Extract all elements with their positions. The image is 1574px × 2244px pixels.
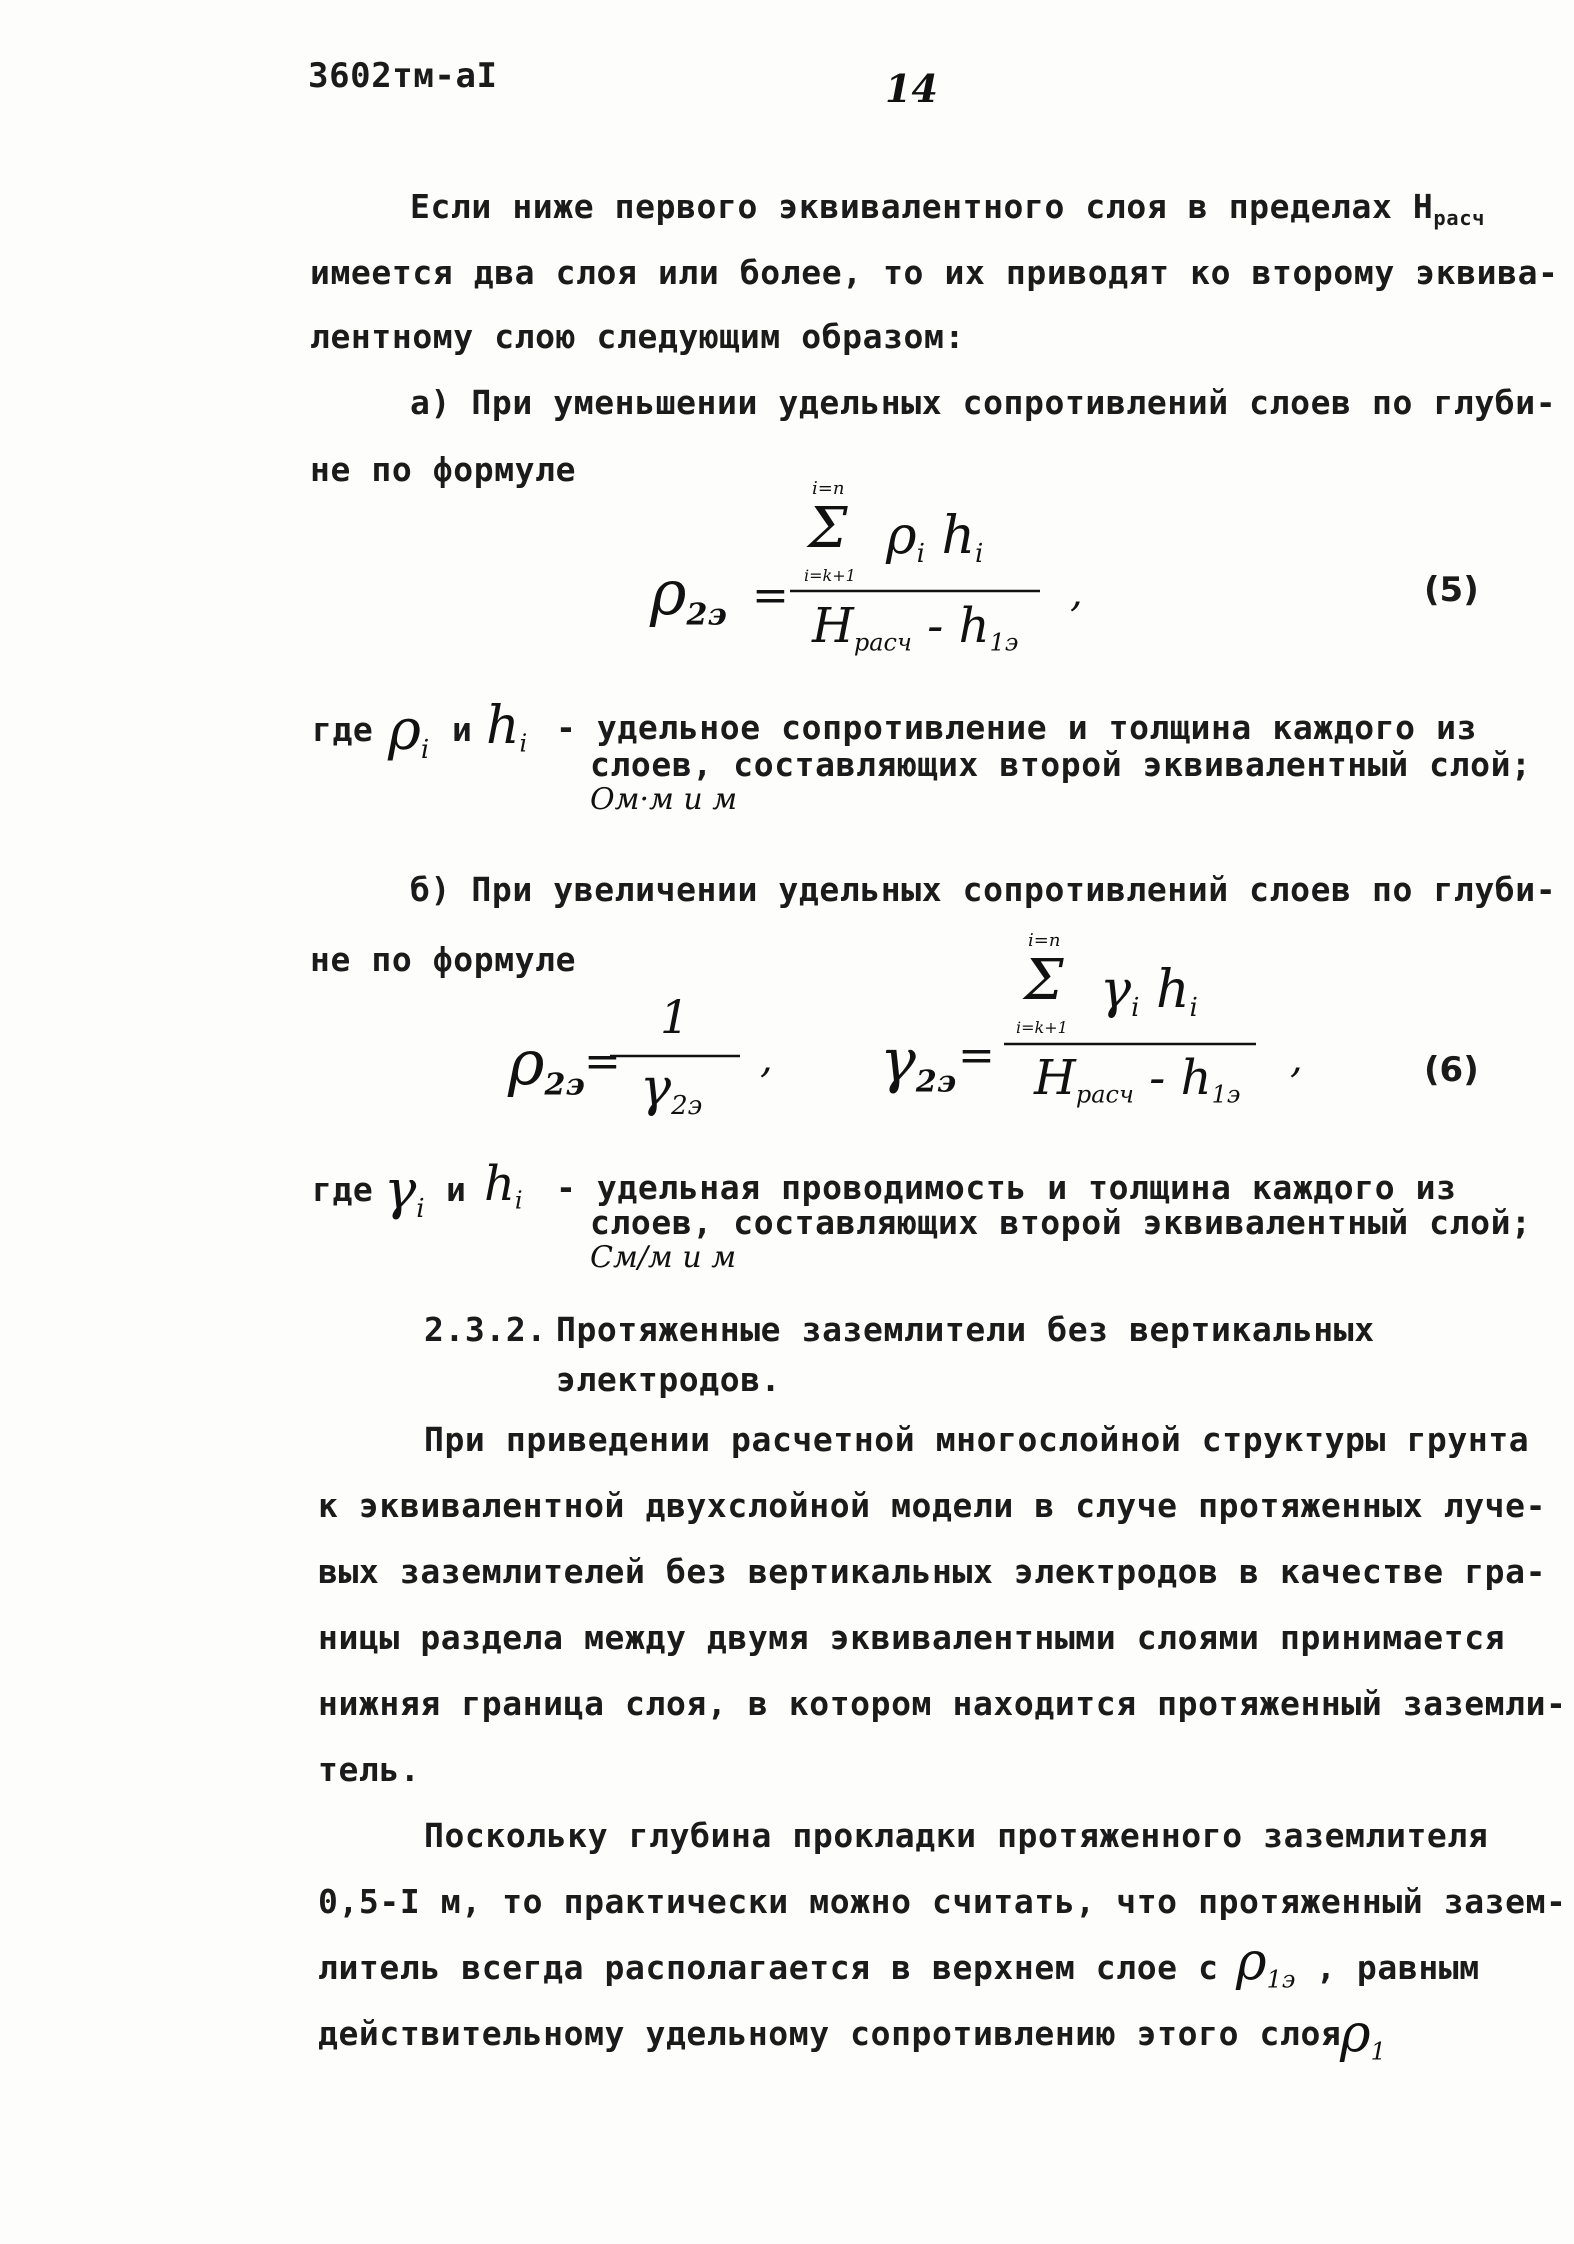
paragraph-1-line-3: лентному слою следующим образом: <box>310 317 965 356</box>
paragraph-3-line-1: Поскольку глубина прокладки протяженного заземлителя <box>424 1816 1489 1855</box>
formula-6-num-1: 1 <box>660 990 690 1044</box>
paragraph-2-line-3: вых заземлителей без вертикальных электродов в качестве гра- <box>318 1552 1547 1591</box>
where-a-conjunction: и <box>452 710 473 749</box>
paragraph-2-line-5: нижняя граница слоя, в котором находится протяженный заземли- <box>318 1684 1567 1723</box>
paragraph-2-line-1: При приведении расчетной многослойной структуры грунта <box>424 1420 1530 1459</box>
paragraph-2-line-2: к эквивалентной двухслойной модели в случе протяженных луче- <box>318 1486 1547 1525</box>
where-b-symbol-h: $h_i$ <box>484 1156 523 1215</box>
where-b-conjunction: и <box>446 1170 467 1209</box>
formula-6-comma-1: , <box>760 1036 773 1082</box>
formula-6-numerator: $\gamma_i$ $h_i$ <box>1100 960 1198 1024</box>
item-a-line-2: не по формуле <box>310 450 577 489</box>
formula-5-lhs: $\rho_{2э}$ <box>650 556 727 633</box>
item-b-line-2: не по формуле <box>310 940 577 979</box>
item-b-line-1: б) При увеличении удельных сопротивлений слоев по глуби- <box>410 870 1557 909</box>
where-a-prefix: где <box>312 710 374 749</box>
paragraph-3-rho-1e: $\rho_{1э}$ <box>1236 1932 1296 1994</box>
page-number: 14 <box>885 66 938 111</box>
paragraph-3-line-2: 0,5-I м, то практически можно считать, что протяженный зазем- <box>318 1882 1567 1921</box>
where-b-prefix: где <box>312 1170 374 1209</box>
formula-6-equals-1: = <box>584 1036 621 1087</box>
where-a-line-1: - удельное сопротивление и толщина каждого из <box>556 708 1478 747</box>
formula-5-sigma: Σ <box>808 496 848 561</box>
where-a-units: Ом·м и м <box>590 782 738 817</box>
where-b-units: См/м и м <box>590 1240 737 1275</box>
paragraph-2-line-4: ницы раздела между двумя эквивалентными слоями принимается <box>318 1618 1506 1657</box>
paragraph-3-line-3: литель всегда располагается в верхнем слое с <box>318 1948 1219 1987</box>
where-b-line-2: слоев, составляющих второй эквивалентный слой; <box>590 1203 1532 1242</box>
formula-6-lhs-gamma: $\gamma_{2э}$ <box>880 1026 957 1100</box>
item-a-line-1: а) При уменьшении удельных сопротивлений слоев по глуби- <box>410 383 1557 422</box>
section-title-line-2: электродов. <box>556 1360 782 1399</box>
paragraph-3-line-4: действительному удельному сопротивлению этого слоя <box>318 2014 1342 2053</box>
where-a-line-2: слоев, составляющих второй эквивалентный слой; <box>590 745 1532 784</box>
formula-6-fraction-bar-2 <box>1004 1042 1256 1046</box>
where-a-symbol-h: $h_i$ <box>486 696 528 758</box>
where-a-symbol-rho: $\rho_i$ <box>388 698 430 766</box>
formula-6-comma-2: , <box>1290 1036 1303 1082</box>
formula-5-equals: = <box>752 570 789 621</box>
formula-5-sum-bottom: i=k+1 <box>804 566 856 585</box>
formula-5-denominator: $H_{расч} - h_{1э}$ <box>812 598 1019 657</box>
formula-5-sum-top: i=n <box>812 478 845 499</box>
paragraph-1-line-1: Если ниже первого эквивалентного слоя в пределах $H_{расч}$ <box>410 187 1486 231</box>
section-number: 2.3.2. <box>424 1310 547 1349</box>
formula-6-sum-bottom: i=k+1 <box>1016 1018 1068 1037</box>
formula-6-number: (6) <box>1424 1050 1479 1090</box>
where-b-symbol-gamma: $\gamma_i$ <box>384 1158 425 1225</box>
formula-6-denominator: $H_{расч} - h_{1э}$ <box>1034 1050 1241 1109</box>
formula-6-lhs-rho: $\rho_{2э}$ <box>508 1026 585 1103</box>
h-calc-subscript: расч <box>1433 206 1486 231</box>
formula-6-sum-top: i=n <box>1028 930 1061 951</box>
paragraph-3-rho-1: $\rho_1$ <box>1340 2004 1386 2066</box>
section-title-line-1: Протяженные заземлители без вертикальных <box>556 1310 1375 1349</box>
formula-6-sigma: Σ <box>1024 948 1064 1013</box>
formula-5-number: (5) <box>1424 570 1479 610</box>
formula-5-fraction-bar <box>790 589 1040 593</box>
paragraph-3-line-3-tail: , равным <box>1316 1948 1480 1987</box>
formula-6-den-1: $\gamma_{2э}$ <box>640 1058 703 1122</box>
paragraph-2-line-6: тель. <box>318 1750 421 1789</box>
formula-5-comma: , <box>1070 570 1083 616</box>
formula-6-equals-2: = <box>958 1030 995 1081</box>
paragraph-1-line-2: имеется два слоя или более, то их приводят ко второму эквива- <box>310 253 1559 292</box>
where-b-line-1: - удельная проводимость и толщина каждого из <box>556 1168 1457 1207</box>
document-code: 3602тм-аI <box>308 56 498 96</box>
formula-5-numerator: $\rho_i$ $h_i$ <box>886 506 984 570</box>
